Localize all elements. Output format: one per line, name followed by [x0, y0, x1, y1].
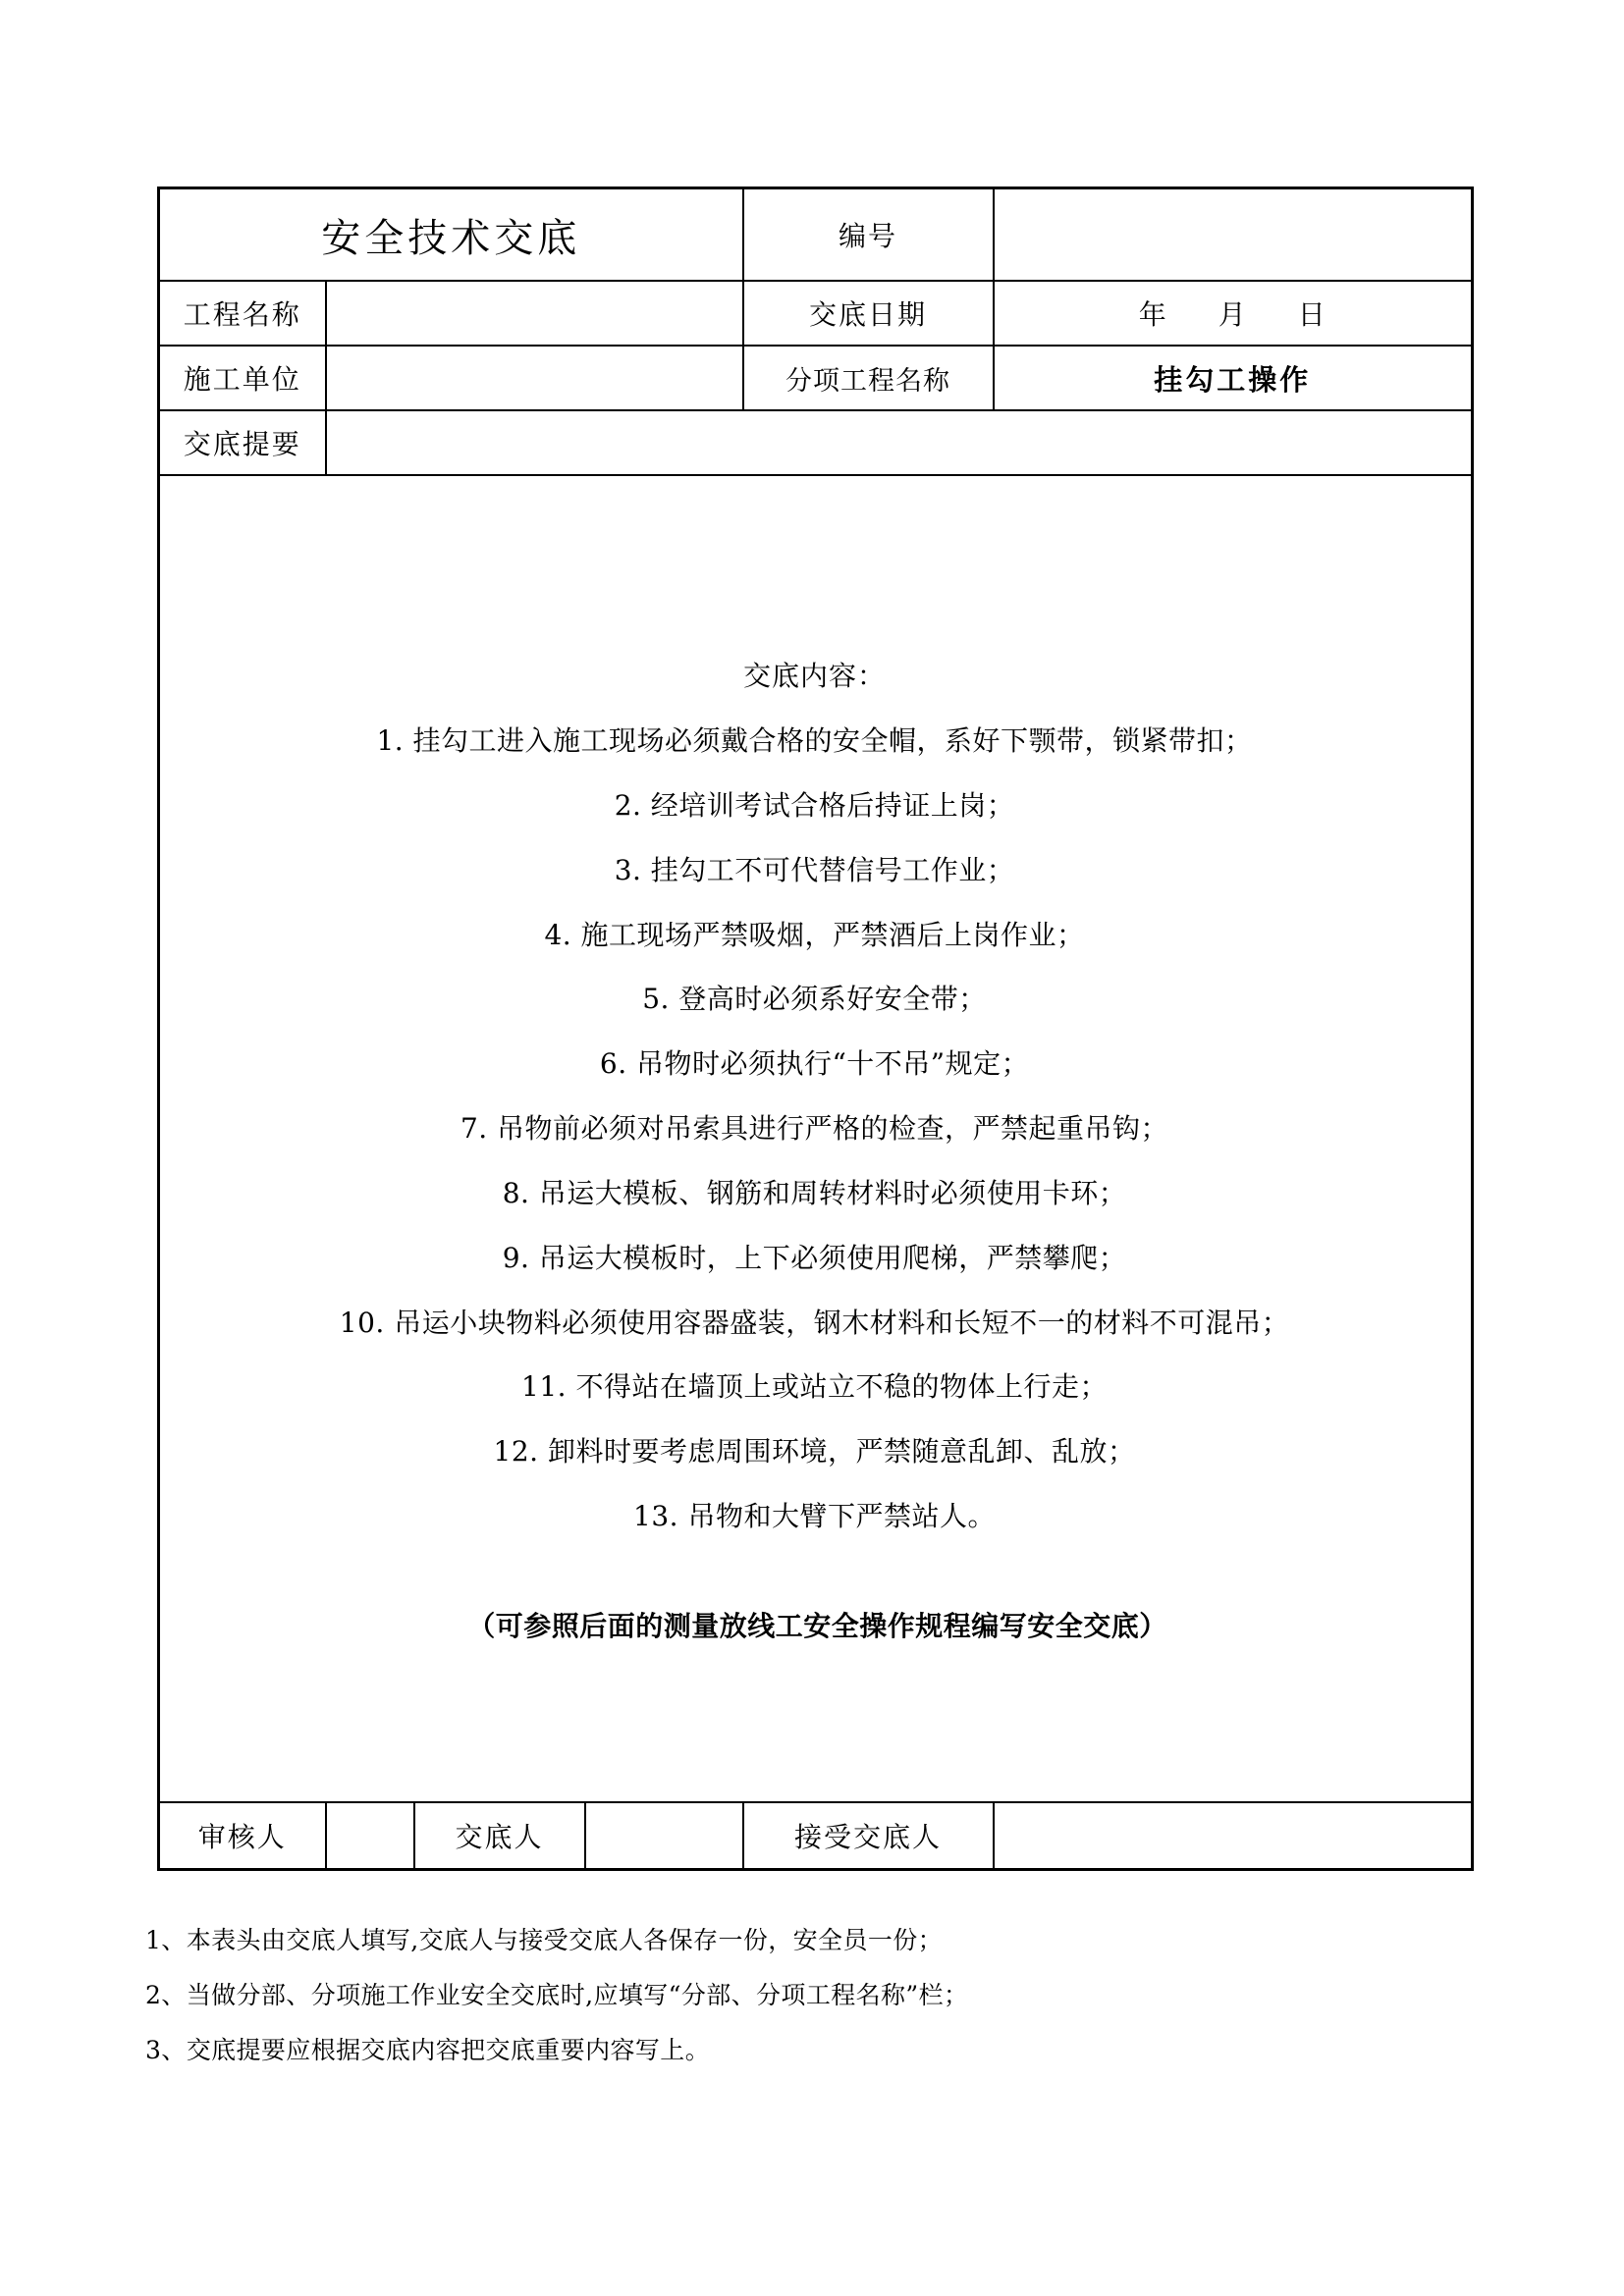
signature-split-cell	[326, 1802, 743, 1870]
content-heading: 交底内容：	[742, 660, 886, 693]
number-label: 编号	[838, 220, 897, 252]
content-body	[160, 633, 1471, 1644]
content-cell[interactable]	[159, 475, 1473, 1802]
content-item: 12. 卸料时要考虑周围环境，严禁随意乱卸、乱放；	[493, 1435, 1136, 1468]
reviewer-label-cell	[159, 1802, 326, 1870]
sub-project-label: 分项工程名称	[785, 365, 950, 397]
footer-note: 1、本表头由交底人填写,交底人与接受交底人各保存一份，安全员一份；	[145, 1926, 944, 1954]
summary-label-cell	[159, 410, 326, 475]
table-row-summary	[159, 410, 1473, 475]
content-reference-note: （可参照后面的测量放线工安全操作规程编写安全交底）	[467, 1609, 1167, 1642]
date-day-label: 日	[1297, 298, 1326, 331]
project-name-value-cell[interactable]	[326, 281, 743, 346]
date-value-cell[interactable]	[994, 281, 1473, 346]
sub-project-label-cell	[743, 346, 994, 410]
date-label-cell	[743, 281, 994, 346]
form-table	[157, 187, 1474, 1871]
footer-notes	[145, 1928, 1481, 2093]
unit-label: 施工单位	[183, 363, 301, 396]
project-name-label-cell	[159, 281, 326, 346]
summary-value-cell[interactable]	[326, 410, 1473, 475]
table-row-project	[159, 281, 1473, 346]
reviewer-value-cell[interactable]	[327, 1803, 414, 1868]
project-name-label: 工程名称	[183, 298, 301, 331]
footer-note: 2、当做分部、分项施工作业安全交底时,应填写“分部、分项工程名称”栏；	[145, 1981, 969, 2009]
number-label-cell	[743, 188, 994, 282]
presenter-label-cell	[414, 1803, 585, 1868]
content-item: 13. 吊物和大臂下严禁站人。	[633, 1500, 996, 1533]
content-item: 10. 吊运小块物料必须使用容器盛装，钢木材料和长短不一的材料不可混吊；	[339, 1306, 1290, 1339]
presenter-label: 交底人	[455, 1821, 544, 1853]
footer-note: 3、交底提要应根据交底内容把交底重要内容写上。	[145, 2036, 711, 2064]
content-item: 5. 登高时必须系好安全带；	[642, 983, 987, 1016]
date-month-label: 月	[1218, 298, 1247, 331]
form-title-cell	[159, 188, 743, 282]
summary-label: 交底提要	[183, 428, 301, 460]
number-value-cell[interactable]	[994, 188, 1473, 282]
content-item: 1. 挂勾工进入施工现场必须戴合格的安全帽，系好下颚带，锁紧带扣；	[376, 724, 1253, 758]
receiver-label: 接受交底人	[793, 1821, 942, 1853]
sub-project-value: 挂勾工操作	[1154, 362, 1312, 397]
table-row-content	[159, 475, 1473, 1802]
content-item: 2. 经培训考试合格后持证上岗；	[614, 788, 1015, 822]
table-row-signatures	[159, 1802, 1473, 1870]
unit-value-cell[interactable]	[326, 346, 743, 410]
presenter-value-cell[interactable]	[585, 1803, 742, 1868]
reviewer-label: 审核人	[197, 1821, 287, 1853]
table-row-unit	[159, 346, 1473, 410]
date-label: 交底日期	[808, 298, 927, 331]
content-item: 6. 吊物时必须执行“十不吊”规定；	[599, 1047, 1030, 1081]
date-fields	[1139, 298, 1326, 331]
receiver-label-cell	[743, 1802, 994, 1870]
table-row-title	[159, 188, 1473, 282]
content-item: 4. 施工现场严禁吸烟，严禁酒后上岗作业；	[544, 918, 1085, 951]
sub-project-value-cell[interactable]	[994, 346, 1473, 410]
receiver-value-cell[interactable]	[994, 1802, 1473, 1870]
content-item: 11. 不得站在墙顶上或站立不稳的物体上行走；	[521, 1370, 1108, 1404]
content-item: 9. 吊运大模板时，上下必须使用爬梯，严禁攀爬；	[502, 1241, 1127, 1274]
content-item: 7. 吊物前必须对吊索具进行严格的检查，严禁起重吊钩；	[460, 1112, 1169, 1146]
safety-disclosure-form	[157, 187, 1471, 1871]
page-title: 安全技术交底	[321, 215, 581, 261]
content-item: 8. 吊运大模板、钢筋和周转材料时必须使用卡环；	[502, 1176, 1127, 1209]
content-item: 3. 挂勾工不可代替信号工作业；	[614, 853, 1015, 886]
date-year-label: 年	[1138, 298, 1167, 331]
unit-label-cell	[159, 346, 326, 410]
